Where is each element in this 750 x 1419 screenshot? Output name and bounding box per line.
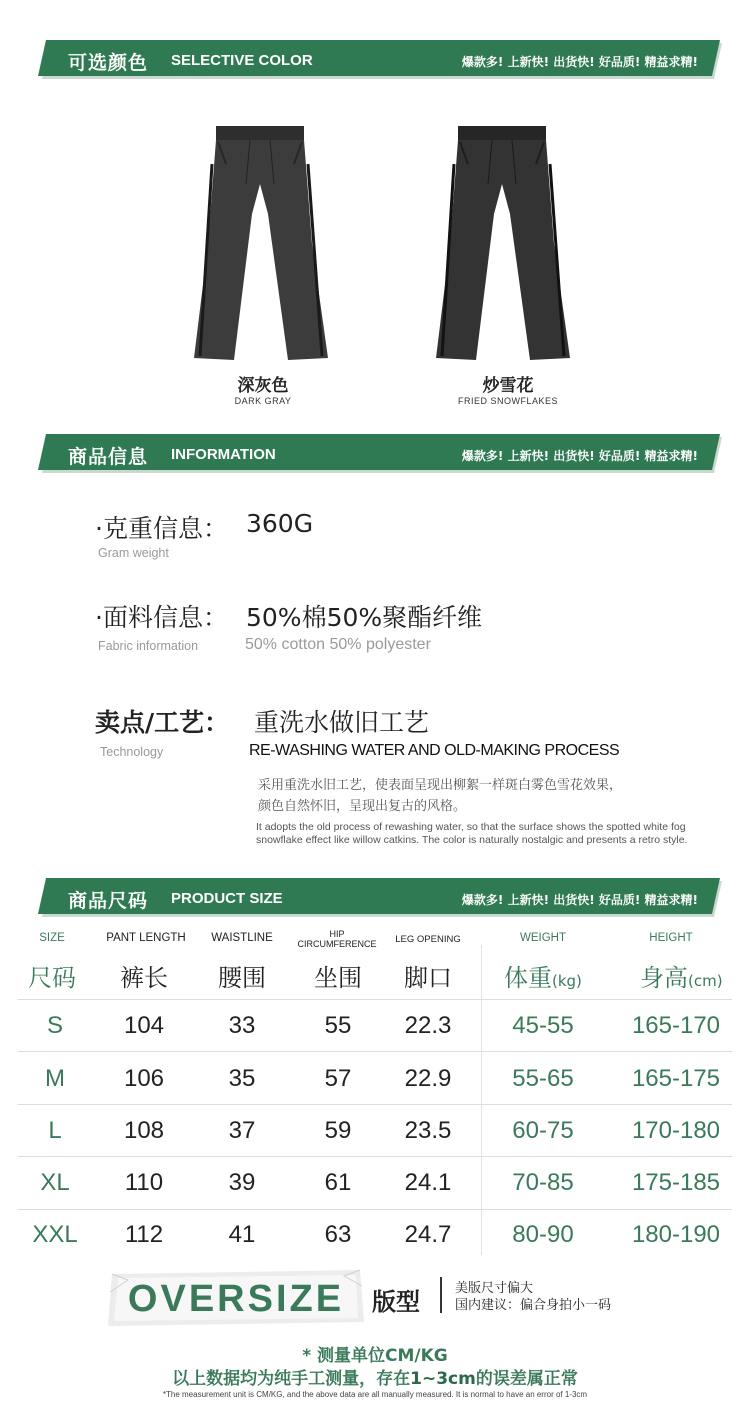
fabric-label-en: Fabric information bbox=[98, 639, 199, 653]
pant-fried-snowflakes-image bbox=[432, 124, 572, 364]
header-en-hip: HIP bbox=[329, 929, 345, 939]
header-zh-pant-length: 裤长 bbox=[120, 964, 168, 992]
cell-weight: 55-65 bbox=[512, 1065, 574, 1092]
unit-kg: (kg) bbox=[552, 972, 582, 990]
cell-leg-opening: 22.9 bbox=[404, 1065, 452, 1092]
cell-pant-length: 110 bbox=[124, 1169, 164, 1196]
banner-title-en: SELECTIVE COLOR bbox=[171, 52, 313, 69]
cell-leg-opening: 23.5 bbox=[404, 1117, 452, 1144]
cell-hip: 61 bbox=[324, 1169, 352, 1196]
cell-leg-opening: 24.7 bbox=[404, 1221, 452, 1248]
fabric-value: 50%棉50%聚酯纤维 bbox=[246, 603, 483, 632]
row-divider bbox=[18, 1051, 732, 1052]
color-name-zh: 炒雪花 bbox=[482, 376, 534, 396]
weight-label: ·克重信息： bbox=[95, 514, 228, 543]
cell-pant-length: 112 bbox=[124, 1221, 164, 1248]
cell-waistline: 39 bbox=[228, 1169, 256, 1196]
header-zh-weight bbox=[504, 958, 604, 993]
error-note-part2: 的误差属正常 bbox=[475, 1369, 578, 1389]
row-divider bbox=[18, 1156, 732, 1157]
measurement-unit-note: * 测量单位CM/KG bbox=[302, 1346, 448, 1366]
cell-pant-length: 106 bbox=[123, 1065, 165, 1092]
header-en-weight: WEIGHT bbox=[520, 932, 566, 944]
cell-size: S bbox=[46, 1012, 63, 1039]
section-banner-size bbox=[38, 878, 722, 920]
error-note-range: 1~3cm bbox=[410, 1369, 476, 1389]
tech-desc-en: It adopts the old process of rewashing water, so that the surface shows the spotted white fog snowflake effect like willow catkins. The color is naturally nostalgic and presents a retro style. bbox=[256, 821, 688, 846]
header-zh-hip: 坐围 bbox=[314, 964, 362, 992]
header-zh-weight-text: 体重 bbox=[504, 964, 552, 992]
header-zh-leg-opening: 脚口 bbox=[404, 964, 452, 992]
section-banner-color bbox=[38, 40, 722, 82]
cell-size: XL bbox=[40, 1169, 70, 1196]
row-divider bbox=[18, 1104, 732, 1105]
cell-waistline: 37 bbox=[228, 1117, 256, 1144]
tech-desc-zh-1: 采用重洗水旧工艺，使表面呈现出柳絮一样斑白雾色雪花效果， bbox=[258, 778, 623, 793]
section-banner-info bbox=[38, 434, 722, 476]
oversize-badge bbox=[108, 1270, 364, 1326]
cell-weight: 60-75 bbox=[512, 1117, 574, 1144]
header-en-size: SIZE bbox=[39, 932, 65, 944]
fit-label: 版型 bbox=[372, 1288, 420, 1316]
fit-divider bbox=[440, 1277, 442, 1313]
tech-value-en: RE-WASHING WATER AND OLD-MAKING PROCESS bbox=[249, 742, 620, 759]
cell-waistline: 41 bbox=[228, 1221, 256, 1248]
cell-pant-length: 104 bbox=[123, 1012, 165, 1039]
header-zh-waistline: 腰围 bbox=[218, 964, 266, 992]
weight-value: 360G bbox=[246, 509, 314, 538]
pant-dark-gray-image bbox=[190, 124, 330, 364]
banner-title-zh: 可选颜色 bbox=[68, 52, 149, 74]
row-divider bbox=[18, 999, 732, 1000]
cell-height: 165-170 bbox=[631, 1012, 721, 1039]
fit-note-2: 国内建议：偏合身拍小一码 bbox=[455, 1298, 612, 1313]
banner-title-zh: 商品信息 bbox=[68, 446, 149, 468]
fabric-value-en: 50% cotton 50% polyester bbox=[245, 636, 431, 653]
cell-waistline: 33 bbox=[228, 1012, 256, 1039]
cell-leg-opening: 24.1 bbox=[404, 1169, 452, 1196]
fabric-label: ·面料信息： bbox=[95, 603, 228, 632]
cell-hip: 55 bbox=[324, 1012, 352, 1039]
oversize-word: OVERSIZE bbox=[127, 1278, 345, 1320]
color-name-en: DARK GRAY bbox=[234, 396, 292, 406]
cell-hip: 57 bbox=[324, 1065, 352, 1092]
error-note-part1: 以上数据均为纯手工测量，存在 bbox=[172, 1369, 411, 1389]
cell-height: 165-175 bbox=[631, 1065, 721, 1092]
header-zh-height bbox=[640, 958, 740, 993]
header-en-leg-opening: LEG OPENING bbox=[395, 934, 461, 945]
banner-slogan: 爆款多! 上新快! 出货快! 好品质! 精益求精! bbox=[461, 55, 698, 69]
banner-slogan: 爆款多! 上新快! 出货快! 好品质! 精益求精! bbox=[461, 893, 698, 907]
header-en-waistline: WAISTLINE bbox=[211, 932, 273, 944]
weight-label-en: Gram weight bbox=[98, 546, 169, 560]
header-en-pant-length: PANT LENGTH bbox=[106, 932, 186, 944]
tech-label-en: Technology bbox=[100, 745, 164, 759]
cell-size: L bbox=[48, 1117, 62, 1144]
cell-leg-opening: 22.3 bbox=[404, 1012, 452, 1039]
tech-desc-zh-2: 颜色自然怀旧，呈现出复古的风格。 bbox=[258, 799, 467, 814]
unit-cm: (cm) bbox=[688, 972, 723, 990]
banner-title-en: INFORMATION bbox=[171, 446, 276, 463]
measurement-note-en: *The measurement unit is CM/KG, and the above data are all manually measured. It is normal to have an error of 1-3cm bbox=[162, 1390, 588, 1399]
cell-size: M bbox=[45, 1065, 65, 1092]
measurement-error-note bbox=[0, 1364, 750, 1389]
header-en-circumference: CIRCUMFERENCE bbox=[297, 939, 377, 949]
cell-weight: 45-55 bbox=[512, 1012, 574, 1039]
cell-hip: 59 bbox=[324, 1117, 352, 1144]
cell-waistline: 35 bbox=[228, 1065, 256, 1092]
cell-pant-length: 108 bbox=[123, 1117, 165, 1144]
banner-title-zh: 商品尺码 bbox=[68, 890, 149, 912]
cell-weight: 80-90 bbox=[512, 1221, 574, 1248]
fit-note-1: 美版尺寸偏大 bbox=[455, 1281, 534, 1296]
header-zh-height-text: 身高 bbox=[640, 964, 688, 992]
header-zh-size: 尺码 bbox=[28, 964, 76, 992]
tech-value: 重洗水做旧工艺 bbox=[254, 708, 430, 737]
color-name-zh: 深灰色 bbox=[237, 376, 289, 396]
row-divider bbox=[18, 1209, 732, 1210]
cell-height: 170-180 bbox=[631, 1117, 721, 1144]
tech-label: 卖点/工艺： bbox=[95, 708, 230, 737]
cell-height: 175-185 bbox=[631, 1169, 721, 1196]
header-en-height: HEIGHT bbox=[649, 932, 693, 944]
column-divider bbox=[481, 945, 482, 1255]
cell-hip: 63 bbox=[324, 1221, 352, 1248]
banner-slogan: 爆款多! 上新快! 出货快! 好品质! 精益求精! bbox=[461, 449, 698, 463]
color-name-en: FRIED SNOWFLAKES bbox=[457, 396, 558, 406]
banner-title-en: PRODUCT SIZE bbox=[171, 890, 283, 907]
cell-weight: 70-85 bbox=[512, 1169, 574, 1196]
cell-height: 180-190 bbox=[631, 1221, 721, 1248]
cell-size: XXL bbox=[32, 1221, 78, 1248]
